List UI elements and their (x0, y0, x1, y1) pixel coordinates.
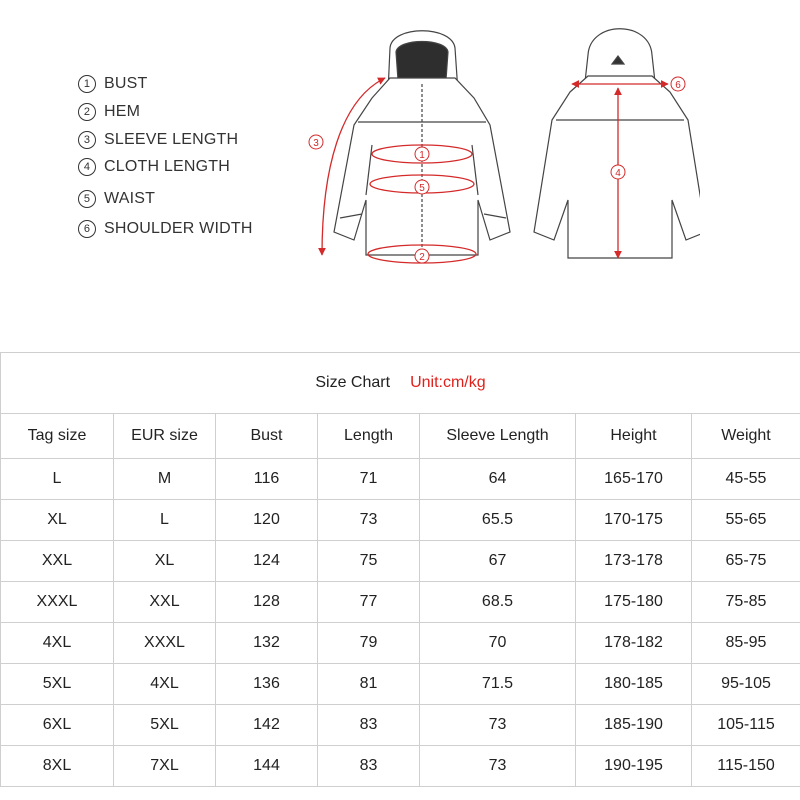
cell-tag-size: 8XL (1, 746, 114, 787)
cell-bust: 142 (216, 705, 318, 746)
cell-length: 79 (318, 623, 420, 664)
diagram-marker-3 (309, 135, 323, 149)
marker-number: 3 (313, 138, 319, 149)
cell-height: 175-180 (576, 582, 692, 623)
header-length: Length (318, 414, 420, 459)
cell-tag-size: 5XL (1, 664, 114, 705)
legend-item-waist (78, 190, 155, 208)
cell-eur-size: XXXL (114, 623, 216, 664)
cell-weight: 75-85 (692, 582, 800, 623)
cell-sleeve-length: 68.5 (420, 582, 576, 623)
cell-eur-size: L (114, 500, 216, 541)
cell-sleeve-length: 71.5 (420, 664, 576, 705)
legend-number: 2 (78, 103, 96, 121)
legend-label: SLEEVE LENGTH (104, 131, 239, 148)
cell-eur-size: 7XL (114, 746, 216, 787)
header-bust: Bust (216, 414, 318, 459)
jacket-measurement-diagram (300, 14, 700, 274)
cell-weight: 45-55 (692, 459, 800, 500)
cell-eur-size: 5XL (114, 705, 216, 746)
header-weight: Weight (692, 414, 800, 459)
cell-sleeve-length: 73 (420, 705, 576, 746)
cell-length: 75 (318, 541, 420, 582)
diagram-marker-2 (415, 249, 429, 263)
legend-label: WAIST (104, 190, 156, 207)
legend-item-sleeve-length (78, 131, 238, 149)
unit-label: Unit:cm/kg (410, 374, 486, 391)
diagram-marker-6 (671, 77, 685, 91)
cell-weight: 115-150 (692, 746, 800, 787)
cell-bust: 120 (216, 500, 318, 541)
cell-tag-size: XL (1, 500, 114, 541)
cell-eur-size: XL (114, 541, 216, 582)
table-title-row (1, 353, 800, 414)
cell-height: 190-195 (576, 746, 692, 787)
cell-tag-size: 4XL (1, 623, 114, 664)
cell-height: 165-170 (576, 459, 692, 500)
marker-number: 1 (419, 150, 425, 161)
cell-sleeve-length: 64 (420, 459, 576, 500)
cell-height: 185-190 (576, 705, 692, 746)
diagram-marker-1 (415, 147, 429, 161)
table-row (1, 623, 800, 664)
cell-length: 83 (318, 705, 420, 746)
legend-item-shoulder-width (78, 220, 253, 238)
size-chart-table (0, 352, 800, 787)
table-row (1, 500, 800, 541)
cell-weight: 85-95 (692, 623, 800, 664)
cell-length: 83 (318, 746, 420, 787)
cell-length: 71 (318, 459, 420, 500)
cell-bust: 128 (216, 582, 318, 623)
legend-label: CLOTH LENGTH (104, 158, 230, 175)
diagram-marker-5 (415, 180, 429, 194)
cell-eur-size: M (114, 459, 216, 500)
cell-height: 173-178 (576, 541, 692, 582)
table-row (1, 582, 800, 623)
diagram-marker-4 (611, 165, 625, 179)
cell-bust: 116 (216, 459, 318, 500)
legend-number: 1 (78, 75, 96, 93)
header-sleeve-length: Sleeve Length (420, 414, 576, 459)
table-row (1, 541, 800, 582)
legend-label: BUST (104, 75, 148, 92)
cell-weight: 55-65 (692, 500, 800, 541)
header-height: Height (576, 414, 692, 459)
table-row (1, 705, 800, 746)
cell-weight: 105-115 (692, 705, 800, 746)
cell-eur-size: 4XL (114, 664, 216, 705)
marker-number: 2 (419, 252, 425, 263)
cell-length: 77 (318, 582, 420, 623)
cell-bust: 124 (216, 541, 318, 582)
table-row (1, 664, 800, 705)
marker-number: 6 (675, 80, 681, 91)
legend-number: 6 (78, 220, 96, 238)
legend-label: HEM (104, 103, 141, 120)
legend-number: 3 (78, 131, 96, 149)
legend-item-cloth-length (78, 158, 230, 176)
cell-length: 73 (318, 500, 420, 541)
cell-height: 170-175 (576, 500, 692, 541)
cell-tag-size: XXXL (1, 582, 114, 623)
legend-number: 4 (78, 158, 96, 176)
table-row (1, 746, 800, 787)
legend-number: 5 (78, 190, 96, 208)
table-row (1, 459, 800, 500)
front-jacket-drawing (334, 31, 510, 255)
cell-sleeve-length: 67 (420, 541, 576, 582)
cell-weight: 95-105 (692, 664, 800, 705)
cell-height: 180-185 (576, 664, 692, 705)
marker-number: 4 (615, 168, 621, 179)
marker-number: 5 (419, 183, 425, 194)
header-tag-size: Tag size (1, 414, 114, 459)
table-header-row (1, 414, 800, 459)
cell-sleeve-length: 73 (420, 746, 576, 787)
cell-height: 178-182 (576, 623, 692, 664)
cell-bust: 144 (216, 746, 318, 787)
cell-bust: 132 (216, 623, 318, 664)
cell-sleeve-length: 65.5 (420, 500, 576, 541)
cell-weight: 65-75 (692, 541, 800, 582)
table-title-cell (1, 353, 800, 414)
cell-tag-size: L (1, 459, 114, 500)
back-jacket-drawing (534, 29, 700, 258)
legend-item-bust (78, 75, 147, 93)
header-eur-size: EUR size (114, 414, 216, 459)
cell-bust: 136 (216, 664, 318, 705)
size-chart (0, 352, 800, 787)
cell-length: 81 (318, 664, 420, 705)
cell-tag-size: XXL (1, 541, 114, 582)
legend-item-hem (78, 103, 140, 121)
table-title: Size Chart (315, 374, 391, 391)
cell-tag-size: 6XL (1, 705, 114, 746)
legend-label: SHOULDER WIDTH (104, 220, 253, 237)
cell-sleeve-length: 70 (420, 623, 576, 664)
cell-eur-size: XXL (114, 582, 216, 623)
